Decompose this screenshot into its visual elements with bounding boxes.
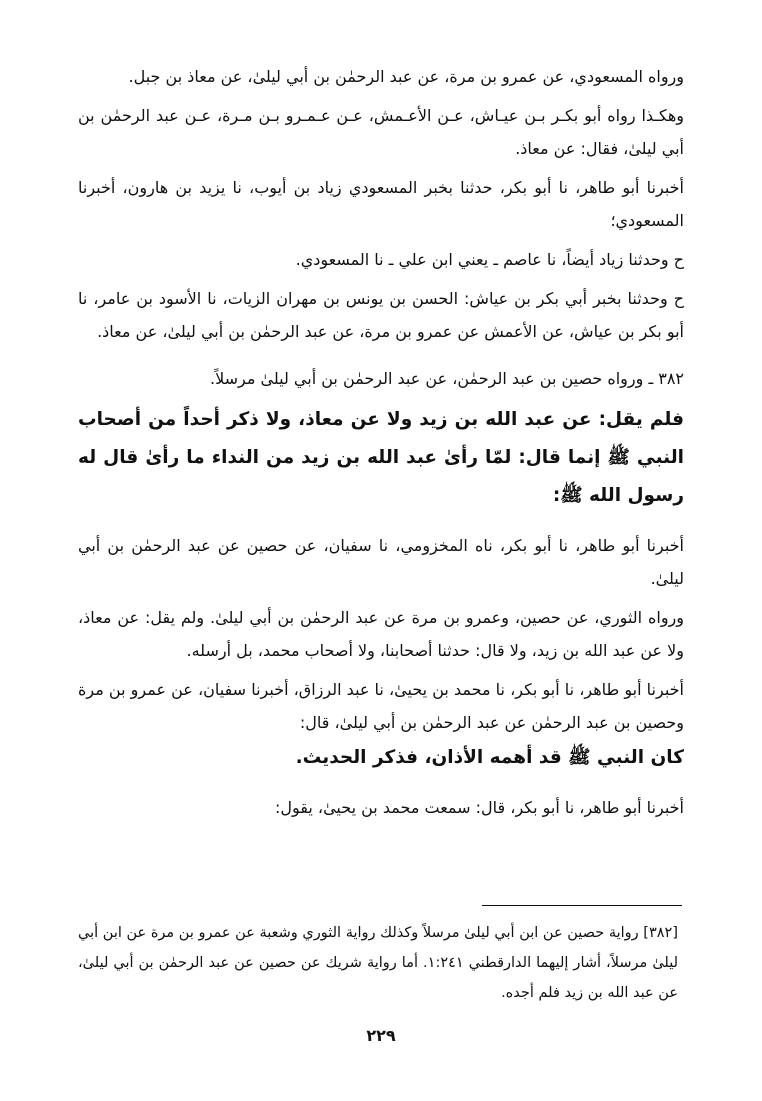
paragraph-2: وهكـذا رواه أبو بكـر بـن عيـاش، عـن الأعـمش، عـن عـمـرو بـن مـرة، عـن عبد الرحمٰن بن أبي ليلىٰ، فقال: عن معاذ. xyxy=(78,106,684,158)
paragraph-6-entry-382: ٣٨٢ ـ ورواه حصين بن عبد الرحمٰن، عن عبد الرحمٰن بن أبي ليلىٰ مرسلاً. xyxy=(209,369,684,388)
paragraph-12: أخبرنا أبو طاهر، نا أبو بكر، قال: سمعت محمد بن يحيىٰ، يقول: xyxy=(275,798,684,817)
paragraph-3: أخبرنا أبو طاهر، نا أبو بكر، حدثنا بخبر المسعودي زياد بن أيوب، نا يزيد بن هارون، أخبرنا المسعودي؛ xyxy=(78,178,684,230)
paragraph-10: أخبرنا أبو طاهر، نا أبو بكر، نا محمد بن يحيىٰ، نا عبد الرزاق، أخبرنا سفيان، عن عمرو بن مرة وحصين بن عبد الرحمٰن عن عبد الرحمٰن بن أبي ليلىٰ، قال: xyxy=(78,680,684,732)
paragraph-9: ورواه الثوري، عن حصين، وعمرو بن مرة عن عبد الرحمٰن بن أبي ليلىٰ. ولم يقل: عن معاذ، ولا عن عبد الله بن زيد، ولا قال: حدثنا أصحابنا، ولا أصحاب محمد، بل أرسله. xyxy=(78,608,684,660)
main-text xyxy=(78,60,684,830)
paragraph-4: ح وحدثنا زياد أيضاً، نا عاصم ـ يعني ابن علي ـ نا المسعودي. xyxy=(295,250,684,269)
paragraph-1: ورواه المسعودي، عن عمرو بن مرة، عن عبد الرحمٰن بن أبي ليلىٰ، عن معاذ بن جبل. xyxy=(128,67,684,86)
page-number: ٢٢٩ xyxy=(366,1026,396,1045)
footnote-divider xyxy=(482,905,682,906)
paragraph-5: ح وحدثنا بخبر أبي بكر بن عياش: الحسن بن يونس بن مهران الزيات، نا الأسود بن عامر، نا أبو بكر بن عياش، عن الأعمش عن عمرو بن مرة، عن عبد الرحمٰن بن أبي ليلىٰ، عن معاذ. xyxy=(78,289,684,341)
paragraph-8: أخبرنا أبو طاهر، نا أبو بكر، ناه المخزومي، نا سفيان، عن حصين عن عبد الرحمٰن بن أبي ليلىٰ. xyxy=(78,536,684,588)
paragraph-7-highlight: فلم يقل: عن عبد الله بن زيد ولا عن معاذ، ولا ذكر أحداً من أصحاب النبي ﷺ إنما قال: لمّا رأىٰ عبد الله بن زيد من النداء ما رأىٰ قال له رسول الله ﷺ: xyxy=(78,409,684,506)
paragraph-11-highlight: كان النبي ﷺ قد أهمه الأذان، فذكر الحديث. xyxy=(295,747,684,768)
footnote: [٣٨٢] رواية حصين عن ابن أبي ليلىٰ مرسلاً وكذلك رواية الثوري وشعبة عن عمرو بن مرة عن ابن أبي ليلىٰ مرسلاً، أشار إليهما الدارقطني ١:٢٤١. أما رواية شريك عن حصين عن عبد الرحمٰن بن أبي ليلىٰ، عن عبد الله بن زيد فلم أجده. xyxy=(78,925,678,1001)
